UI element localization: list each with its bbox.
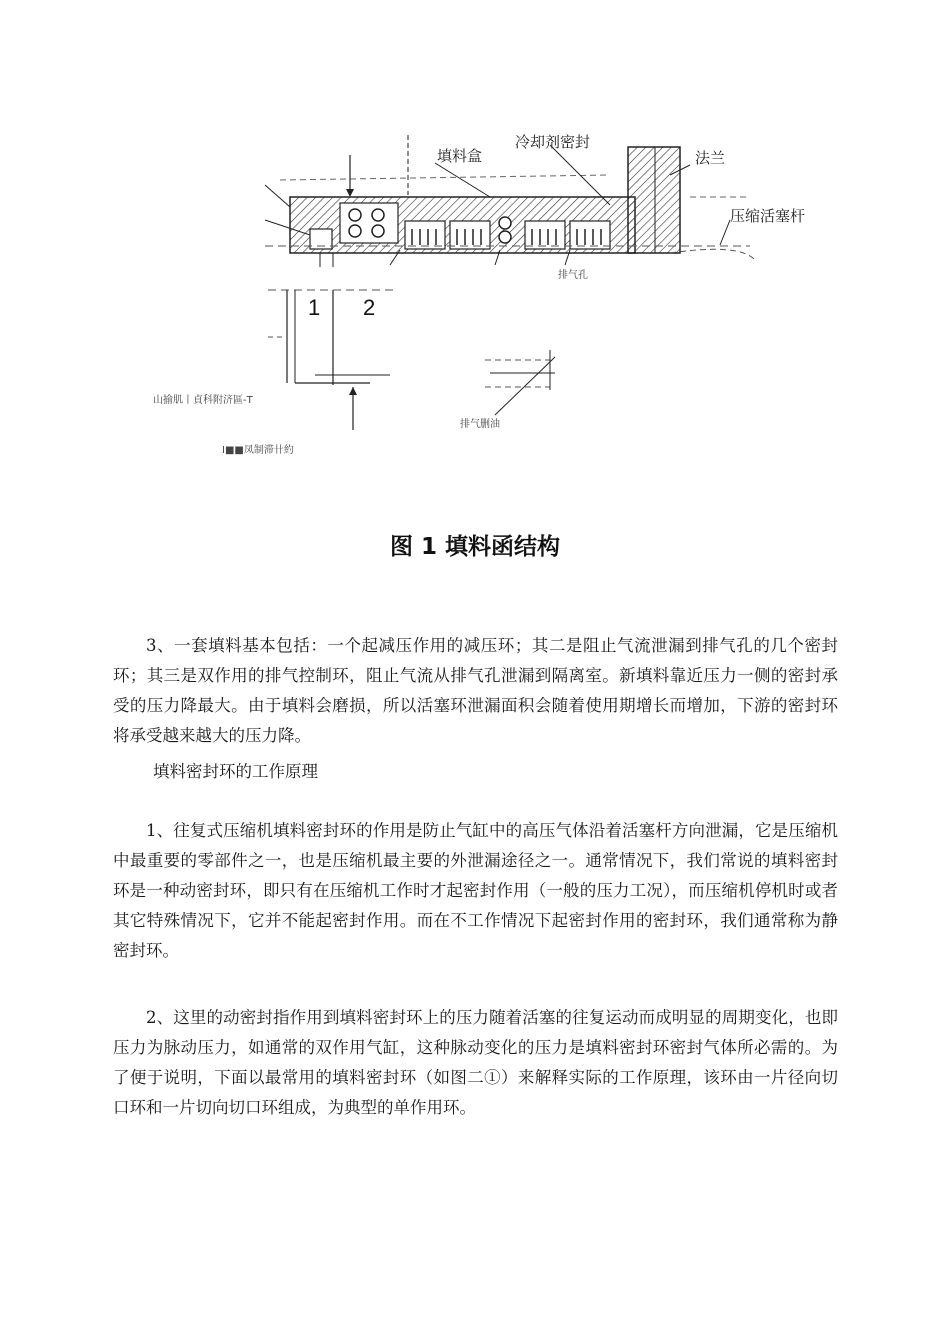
coolant-seal-label: 冷却剂密封 <box>515 133 591 151</box>
piston-rod-label: 压缩活塞杆 <box>730 207 806 225</box>
figure-bottom-text: I■■凤制滞卄約 <box>222 445 294 456</box>
section-number-2: 2 <box>363 295 376 320</box>
vent-hole-label: 排气孔 <box>558 270 588 281</box>
upper-section-drawing <box>265 135 755 267</box>
paragraph-seal-function: 1、往复式压缩机填料密封环的作用是防止气缸中的高压气体沿着活塞杆方向泄漏，它是压缩机中最重要的零部件之一，也是压缩机最主要的外泄漏途径之一。通常情况下，我们常说的填料密封环是一种动密封环，即只有在压缩机工作时才起密封作用（一般的压力工况），而压缩机停机时或者其它特殊情况下，它并不能起密封作用。而在不工作情况下起密封作用的密封环，我们通常称为静密封环。 <box>113 821 838 960</box>
paragraph-dynamic-seal: 2、这里的动密封指作用到填料密封环上的压力随着活塞的往复运动而成明显的周期变化，也即压力为脉动压力，如通常的双作用气缸，这种脉动变化的压力是填料密封环密封气体所必需的。为了便于说明，下面以最常用的填料密封环（如图二①）来解释实际的工作原理，该环由一片径向切口环和一片切向切口环组成，为典型的单作用环。 <box>113 1008 838 1117</box>
figure-caption: 图 1 填料函结构 <box>389 534 561 560</box>
packing-box-figure <box>150 125 806 456</box>
section-number-1: 1 <box>308 295 321 320</box>
paragraph-packing-components: 3、一套填料基本包括：一个起减压作用的减压环；其二是阻止气流泄漏到排气孔的几个密封环；其三是双作用的排气控制环，阻止气流从排气孔泄漏到隔离室。新填料靠近压力一侧的密封承受的压力降最大。由于填料会磨损，所以活塞环泄漏面积会随着使用期增长而增加，下游的密封环将承受越来越大的压力降。 <box>113 636 838 745</box>
packing-box-label: 填料盒 <box>437 147 483 165</box>
vent-drain-label: 排气删油 <box>460 419 500 430</box>
flange-label: 法兰 <box>695 149 726 167</box>
section-heading: 填料密封环的工作原理 <box>153 762 318 781</box>
figure-small-caption: 山揄肌丨貞科附济區-T <box>153 395 253 406</box>
